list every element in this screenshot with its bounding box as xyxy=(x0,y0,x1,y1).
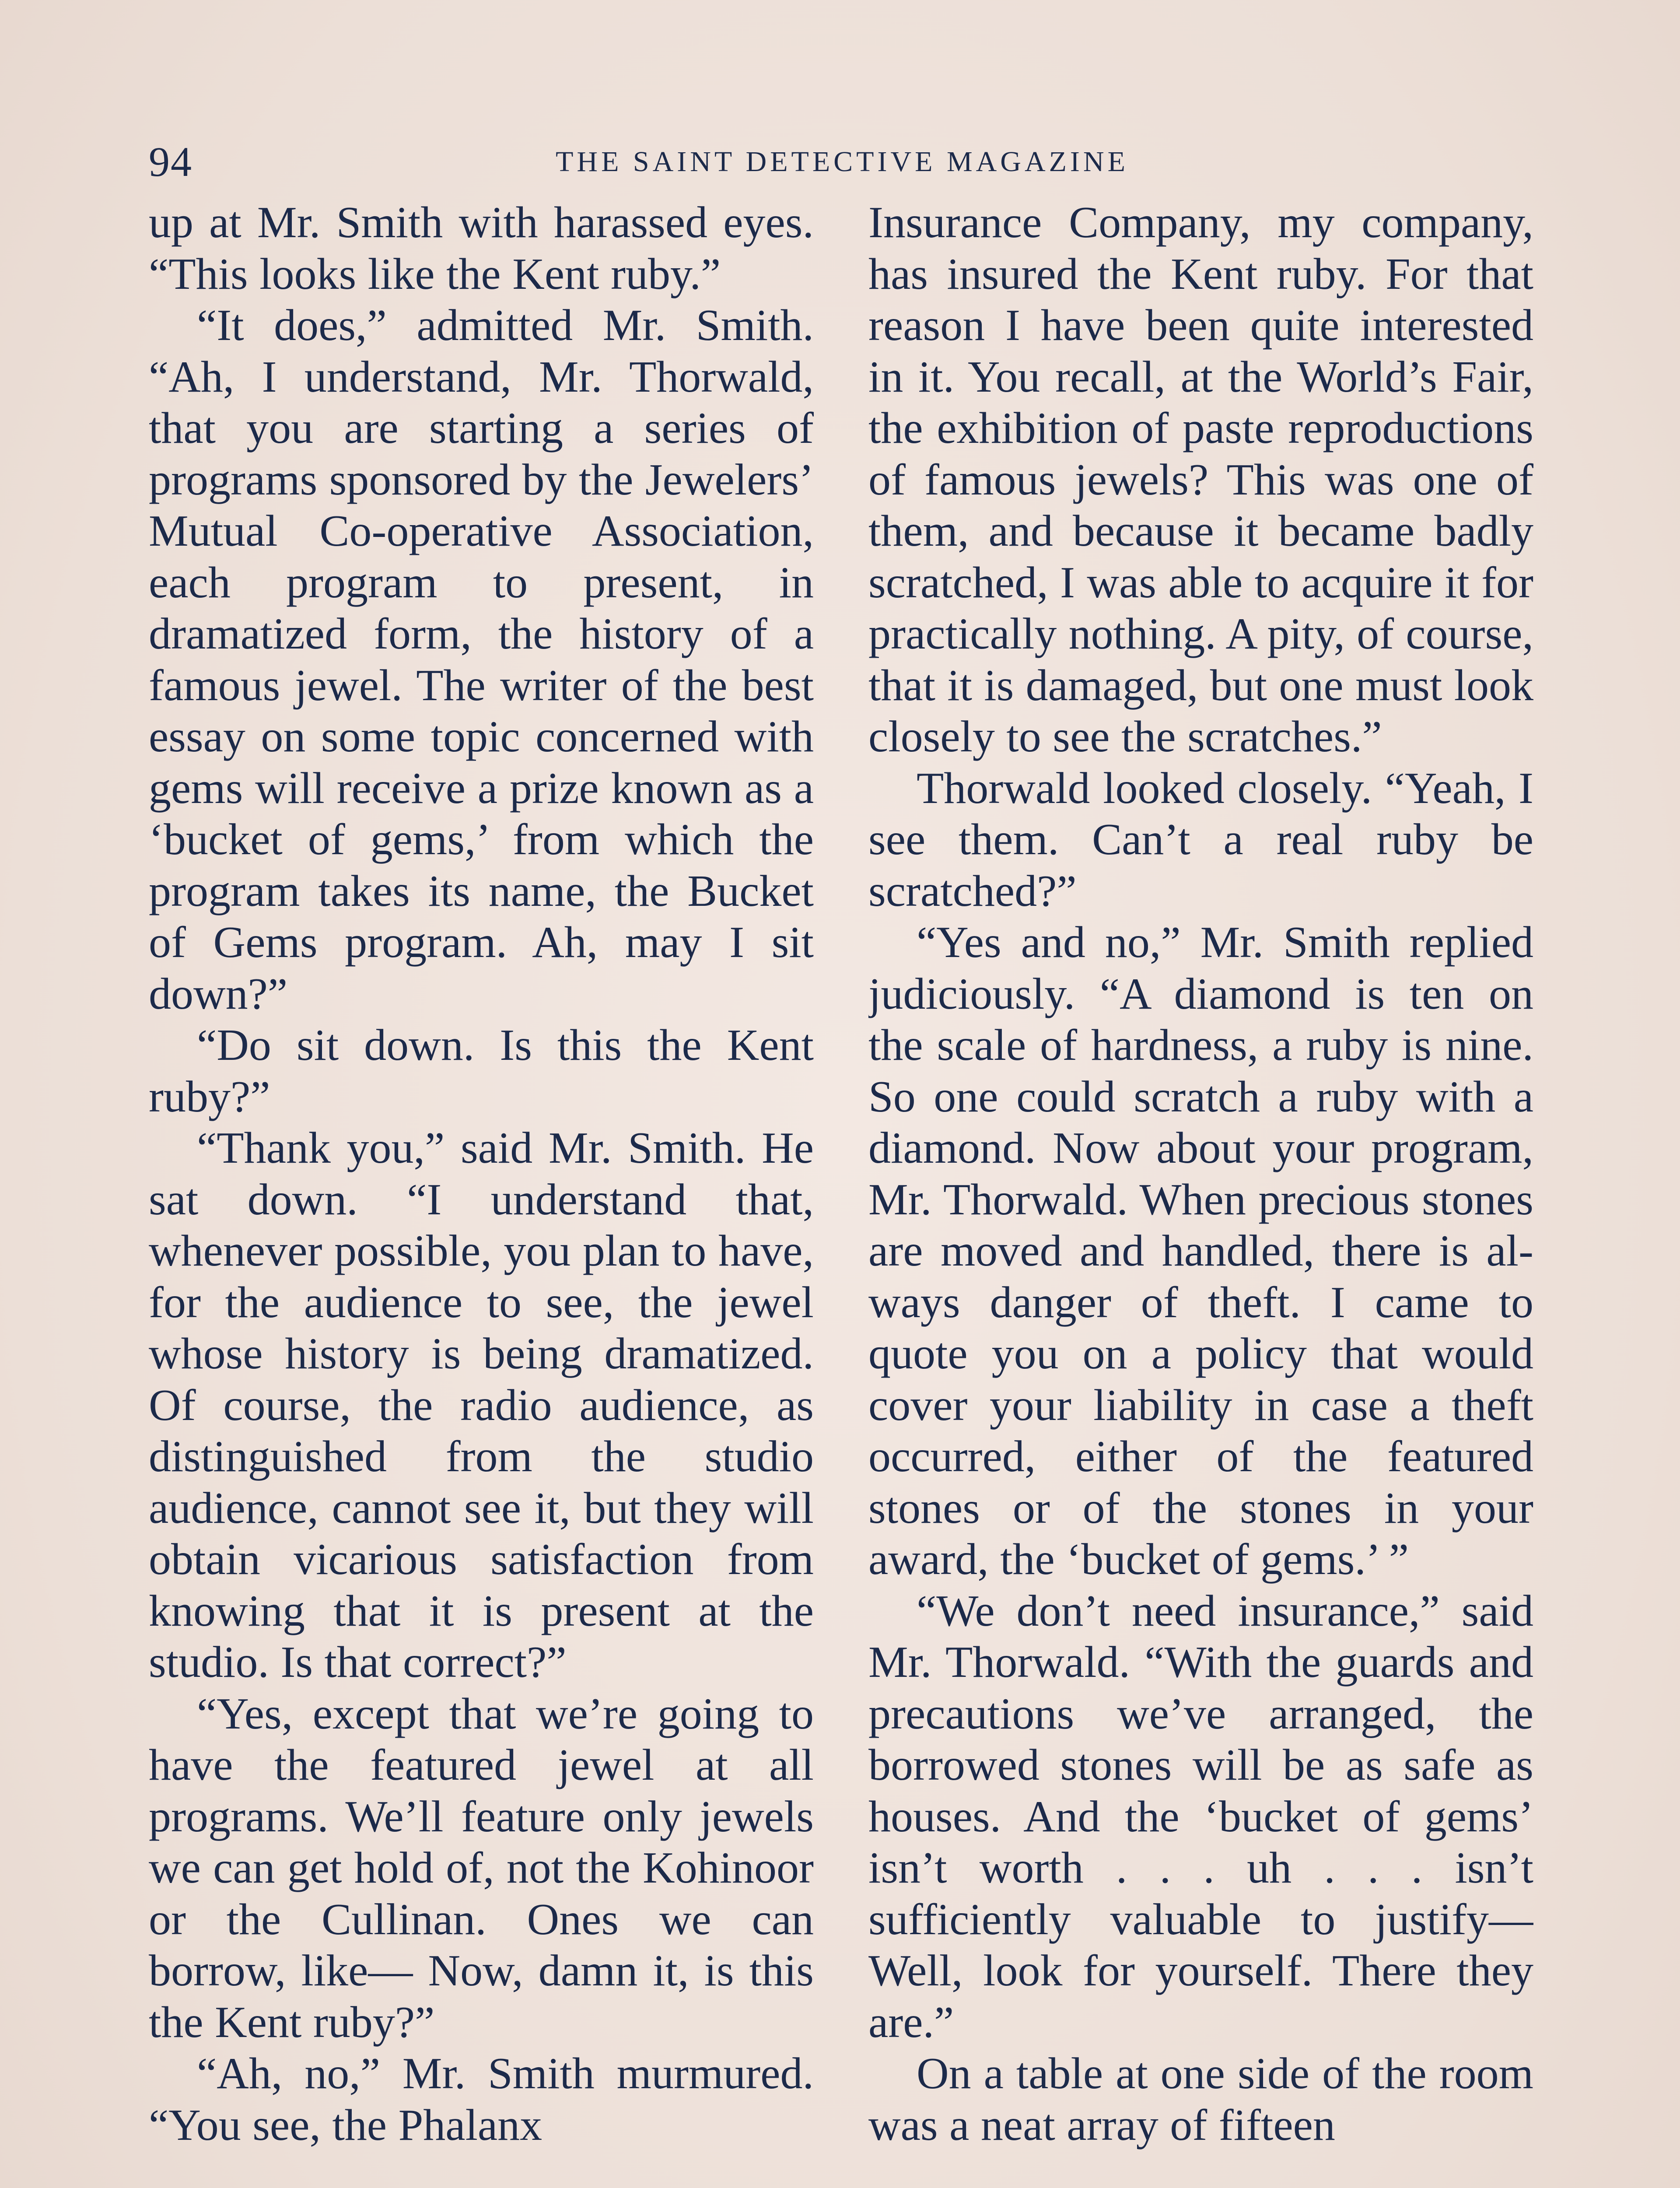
paragraph: “Thank you,” said Mr. Smith. He sat down. “I understand that, whenever possible, you plan to have, for the audience to see, the jewel whose history is being dramatized. Of course, the radio audience, as distinguished from the studio audience, cannot see it, but they will obtain vicarious satisfaction from knowing that it is present at the studio. Is that correct?” xyxy=(149,1123,814,1687)
paragraph: up at Mr. Smith with harassed eyes. “This looks like the Kent ruby.” xyxy=(149,198,814,299)
running-head: THE SAINT DETECTIVE MAGAZINE xyxy=(556,146,1129,178)
paragraph: “Do sit down. Is this the Kent ruby?” xyxy=(149,1020,814,1122)
page-header xyxy=(149,131,1536,193)
right-column xyxy=(868,197,1533,2188)
paragraph: “Yes, except that we’re going to have the featured jewel at all programs. We’ll feature only jewels we can get hold of, not the Kohinoor or the Cullinan. Ones we can borrow, like— Now, damn it, is this the Kent ruby?” xyxy=(149,1689,814,2047)
paragraph: Thorwald looked closely. “Yeah, I see them. Can’t a real ruby be scratched?” xyxy=(868,763,1533,916)
paragraph: “We don’t need insurance,” said Mr. Thorwald. “With the guards and precautions we’ve arranged, the borrowed stones will be as safe as houses. And the ‘bucket of gems’ isn’t worth . . . uh . . . isn’t sufficiently valuable to justify— Well, look for yourself. There they are.” xyxy=(868,1586,1533,2047)
page-number: 94 xyxy=(149,138,192,185)
paragraph: “Ah, no,” Mr. Smith murmured. “You see, the Phalanx xyxy=(149,2049,814,2150)
paragraph: “It does,” admitted Mr. Smith. “Ah, I understand, Mr. Thorwald, that you are starting a series of programs sponsored by the Jewelers’ Mutual Co-operative Association, each program to present, in dramatized form, the history of a famous jewel. The writer of the best essay on some topic concerned with gems will receive a prize known as a ‘bucket of gems,’ from which the program takes its name, the Bucket of Gems program. Ah, may I sit down?” xyxy=(149,301,814,1019)
paragraph: On a table at one side of the room was a neat array of fifteen xyxy=(868,2049,1533,2150)
paragraph: Insurance Company, my company, has insured the Kent ruby. For that reason I have been quite interested in it. You recall, at the World’s Fair, the exhibition of paste reproductions of famous jewels? This was one of them, and because it became badly scratched, I was able to acquire it for practically nothing. A pity, of course, that it is damaged, but one must look closely to see the scratches.” xyxy=(868,198,1533,761)
paragraph: “Yes and no,” Mr. Smith replied judiciously. “A diamond is ten on the scale of hardness, a ruby is nine. So one could scratch a ruby with a diamond. Now about your program, Mr. Thorwald. When precious stones are moved and handled, there is always danger of theft. I came to quote you on a policy that would cover your liability in case a theft occurred, either of the featured stones or of the stones in your award, the ‘bucket of gems.’ ” xyxy=(868,918,1533,1584)
left-column xyxy=(149,197,814,2188)
